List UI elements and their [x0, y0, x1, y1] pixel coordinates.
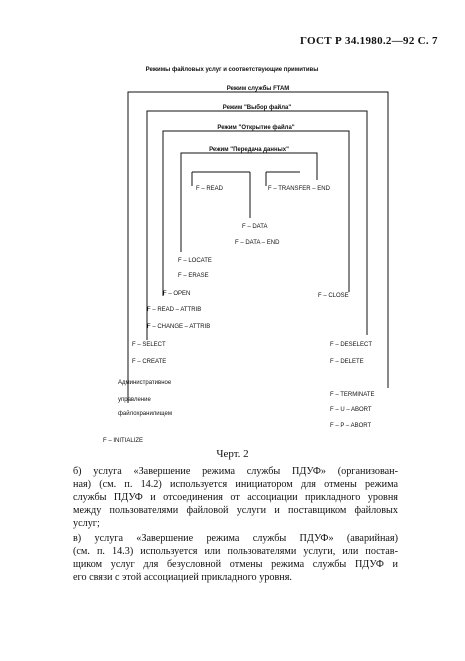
ftam-regime-label: Режим службы FTAM	[226, 86, 290, 92]
figure-caption: Черт. 2	[216, 448, 249, 460]
admin-label-line-2: управление	[118, 397, 151, 403]
paragraph-line: его связи с этой ассоциацией прикладного уровня.	[73, 572, 292, 583]
paragraph-line: щиком услуг для безусловной отмены режима службы ПДУФ и	[73, 559, 398, 570]
paragraph-b	[73, 465, 398, 530]
primitive-deselect: F – DESELECT	[330, 342, 373, 348]
primitive-u-abort: F – U – ABORT	[330, 407, 372, 413]
admin-label-line-1: Административное	[118, 380, 172, 386]
primitive-delete: F – DELETE	[330, 359, 364, 365]
data-transfer-regime-label: Режим "Передача данных"	[209, 147, 289, 153]
paragraph-line: услуг;	[73, 518, 100, 529]
paragraph-line: в) услуга «Завершение режима службы ПДУФ» (аварийная)	[73, 533, 398, 544]
primitive-close: F – CLOSE	[318, 293, 349, 299]
data-transfer-regime-frame	[181, 153, 317, 252]
paragraph-line: между пользователями файловой услуги и поставщиком файловых	[73, 505, 398, 516]
primitive-open: F – OPEN	[163, 291, 191, 297]
paragraph-v	[73, 532, 398, 584]
primitive-p-abort: F – P – ABORT	[330, 423, 372, 429]
primitive-data: F – DATA	[242, 224, 268, 230]
primitive-erase: F – ERASE	[178, 273, 209, 279]
primitive-data-end: F – DATA – END	[235, 240, 280, 246]
file-select-regime-label: Режим "Выбор файла"	[222, 105, 292, 111]
paragraph-line: (см. п. 14.3) используется или пользователями услуги, или постав-	[73, 546, 398, 557]
page-header: ГОСТ Р 34.1980.2—92 С. 7	[300, 35, 438, 47]
file-open-regime-frame	[163, 131, 349, 296]
diagram-title: Режимы файловых услуг и соответствующие примитивы	[145, 67, 319, 73]
primitive-terminate: F – TERMINATE	[330, 392, 375, 398]
paragraph-line: б) услуга «Завершение режима службы ПДУФ» (организован-	[73, 466, 398, 477]
paragraph-line: ная) (см. п. 14.2) используется инициатором для отмены режима	[73, 479, 398, 490]
primitive-read-attrib: F – READ – ATTRIB	[147, 307, 202, 313]
primitive-read: F – READ	[196, 186, 224, 192]
primitive-change-attrib: F – CHANGE – ATTRIB	[147, 324, 211, 330]
file-open-regime-label: Режим "Открытие файла"	[217, 125, 295, 131]
primitive-create: F – CREATE	[132, 359, 167, 365]
primitive-locate: F – LOCATE	[178, 258, 212, 264]
admin-label-line-3: файлохранилищем	[118, 411, 172, 417]
primitive-select: F – SELECT	[132, 342, 166, 348]
paragraph-line: службы ПДУФ и отсоединения от ассоциации прикладного уровня	[73, 492, 398, 503]
primitive-initialize: F – INITIALIZE	[103, 438, 144, 444]
primitive-transfer-end: F – TRANSFER – END	[268, 186, 330, 192]
